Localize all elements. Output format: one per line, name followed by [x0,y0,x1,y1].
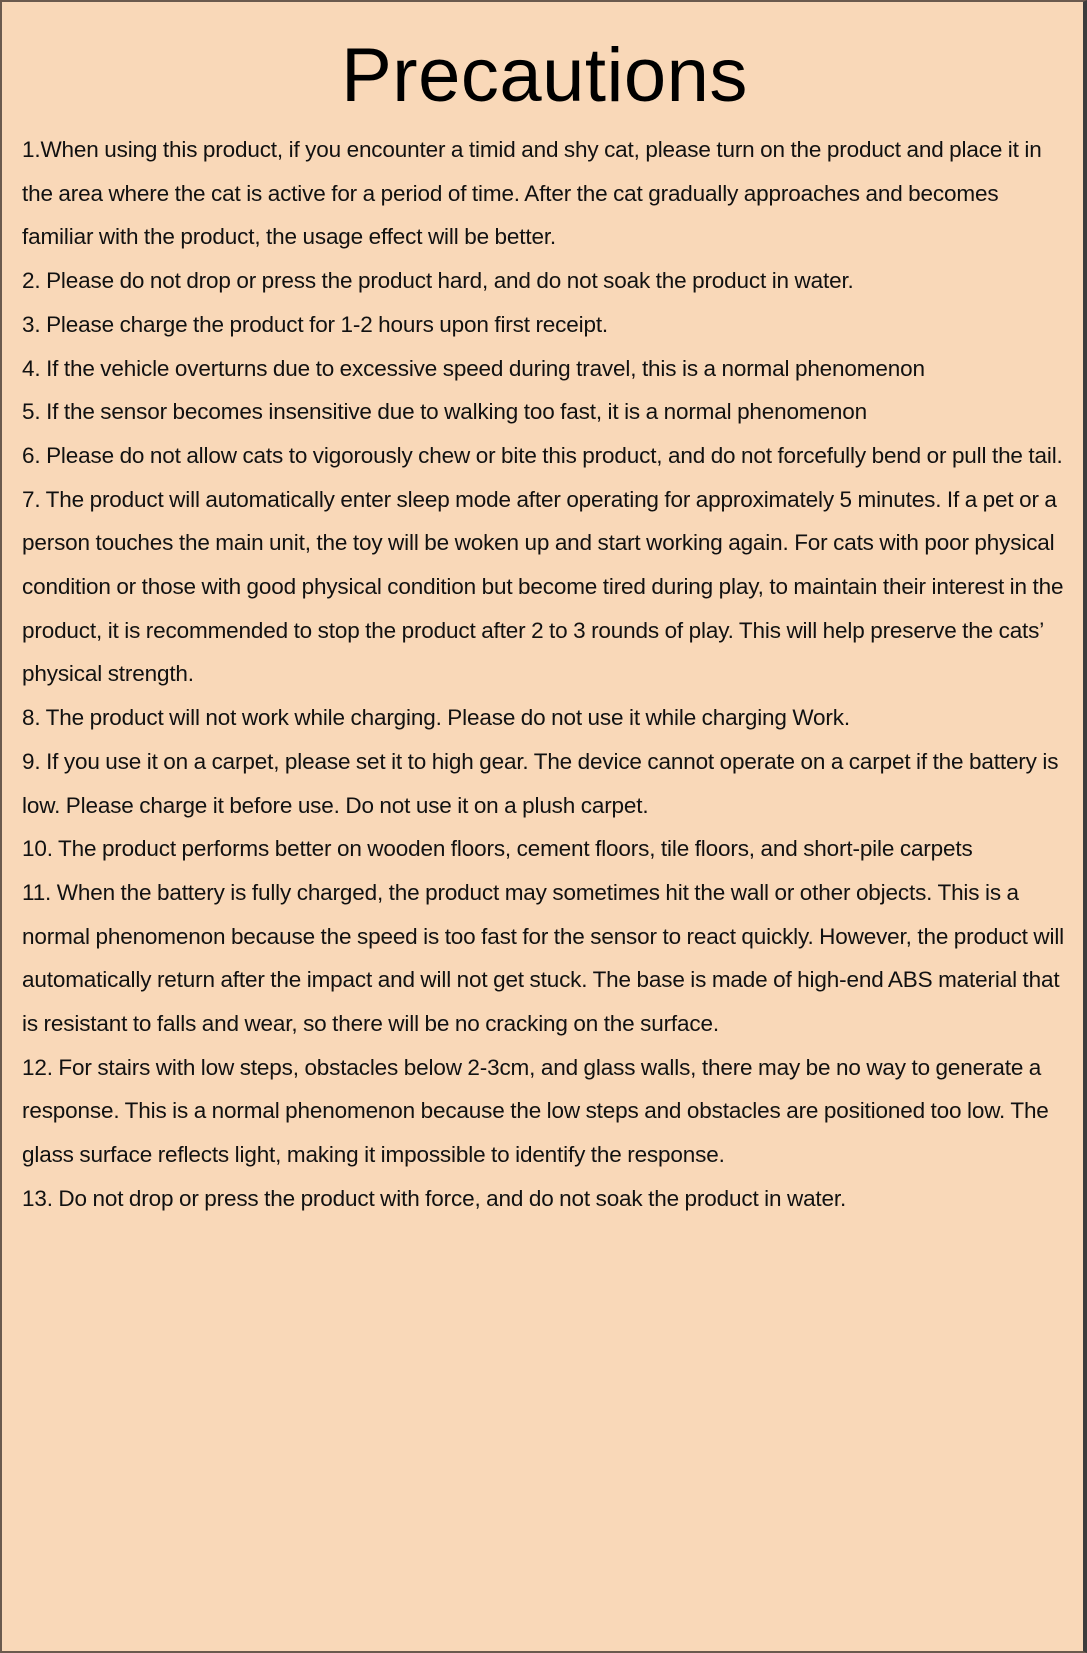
precaution-item-11: 11. When the battery is fully charged, the product may sometimes hit the wall or other objects. This is a normal phenomenon because the speed is too fast for the sensor to react quickly. However, the product will automatically return after the impact and will not get stuck. The base is made of high-end ABS material that is resistant to falls and wear, so there will be no cracking on the surface. [22,879,1065,1037]
precaution-item-12: 12. For stairs with low steps, obstacles below 2-3cm, and glass walls, there may be no way to generate a response. This is a normal phenomenon because the low steps and obstacles are positioned too low. The glass surface reflects light, making it impossible to identify the response. [22,1054,1049,1168]
precaution-item-7: 7. The product will automatically enter sleep mode after operating for approximately 5 minutes. If a pet or a person touches the main unit, the toy will be woken up and start working again. For cats with poor physical condition or those with good physical condition but become tired during play, to maintain their interest in the product, it is recommended to stop the product after 2 to 3 rounds of play. This will help preserve the cats’ physical strength. [22,486,1064,687]
precaution-item-5: 5. If the sensor becomes insensitive due to walking too fast, it is a normal phenomenon [22,399,867,425]
precaution-item-2: 2. Please do not drop or press the product hard, and do not soak the product in water. [22,268,854,294]
precaution-item-4: 4. If the vehicle overturns due to excessive speed during travel, this is a normal phenomenon [22,355,925,381]
precaution-item-9: 9. If you use it on a carpet, please set it to high gear. The device cannot operate on a carpet if the battery is low. Please charge it before use. Do not use it on a plush carpet. [22,748,1059,818]
precaution-item-10: 10. The product performs better on wooden floors, cement floors, tile floors, and short-pile carpets [22,836,973,862]
page-title: Precautions [341,33,748,118]
precaution-item-13: 13. Do not drop or press the product with force, and do not soak the product in water. [22,1185,847,1211]
precautions-list [22,128,1067,1221]
precaution-item-1: 1.When using this product, if you encounter a timid and shy cat, please turn on the product and place it in the area where the cat is active for a period of time. After the cat gradually approaches and becomes familiar with the product, the usage effect will be better. [22,137,1042,250]
precaution-item-8: 8. The product will not work while charging. Please do not use it while charging Work. [22,705,850,731]
precaution-item-6: 6. Please do not allow cats to vigorously chew or bite this product, and do not forcefully bend or pull the tail. [22,442,1063,468]
precaution-item-3: 3. Please charge the product for 1-2 hours upon first receipt. [22,311,609,337]
